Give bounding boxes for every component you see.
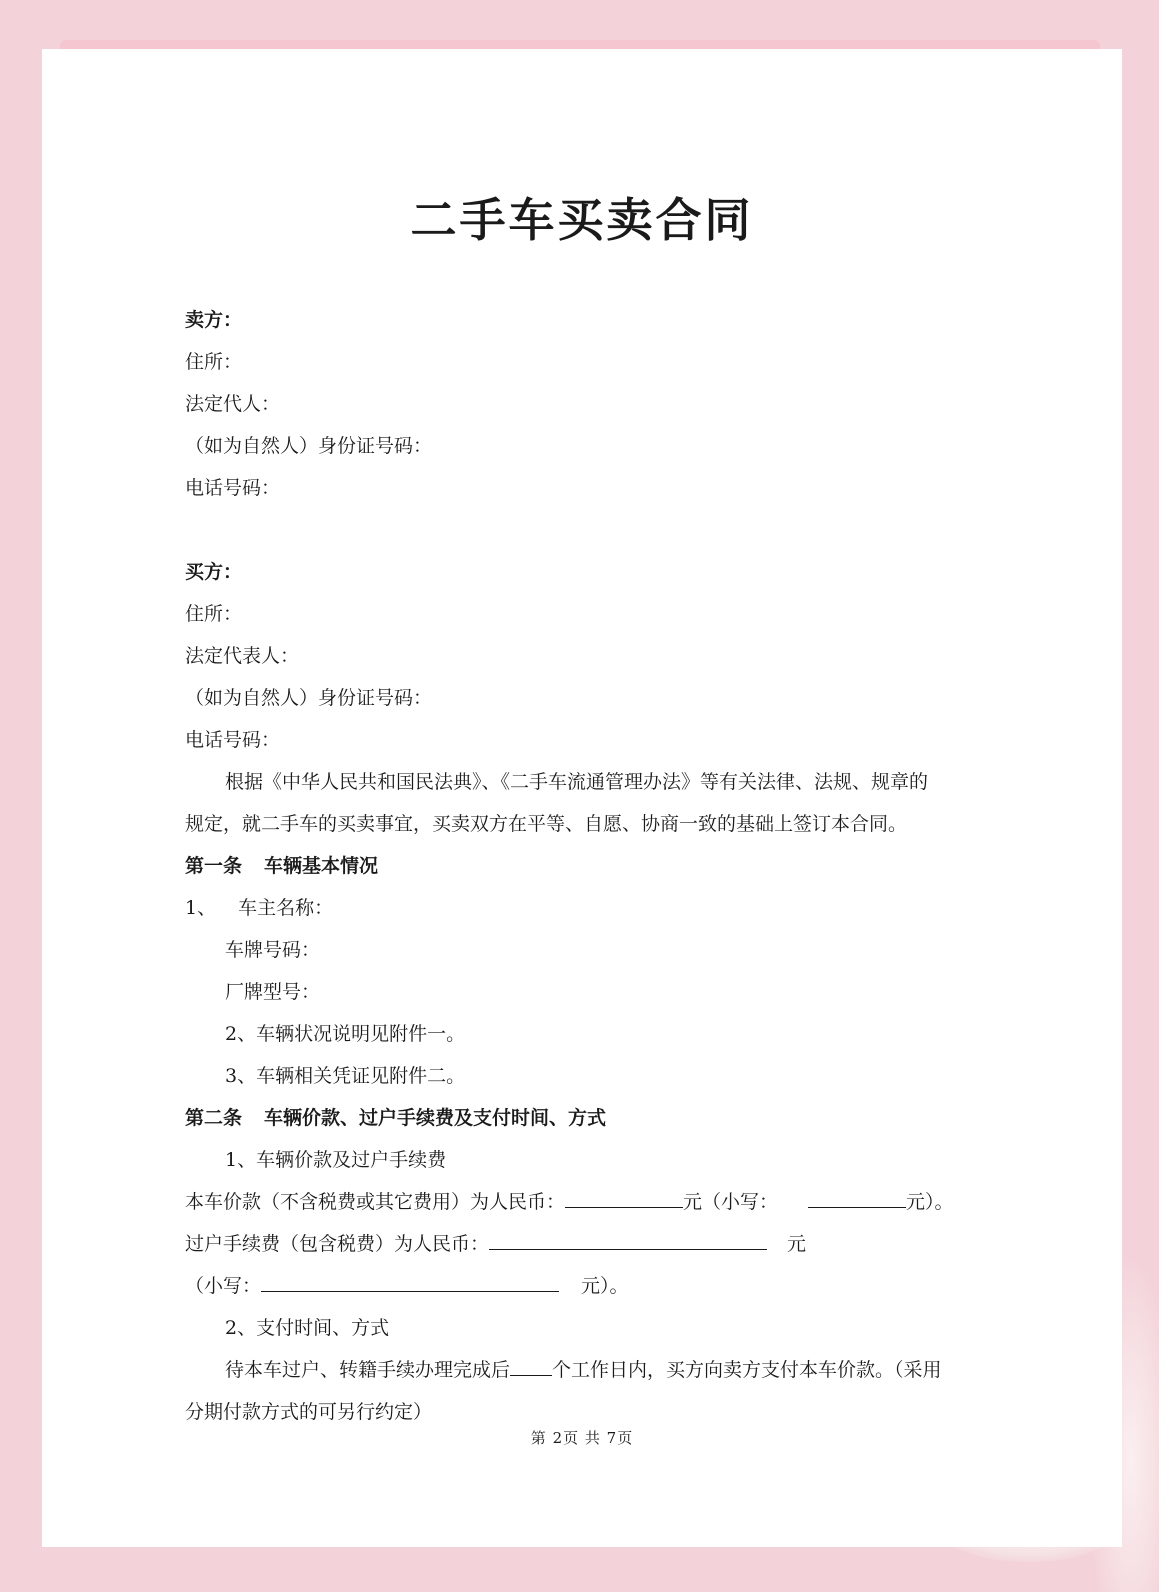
vehicle-price-blank[interactable]	[565, 1181, 683, 1208]
buyer-legal-rep: 法定代表人：	[185, 645, 300, 667]
vehicle-price-yuan: 元（小写：	[683, 1191, 779, 1213]
article-1-item-2: 2、车辆状况说明见附件一。	[225, 1023, 466, 1045]
vehicle-price-line	[185, 1181, 985, 1223]
transfer-fee-small-suffix: 元）。	[581, 1275, 629, 1297]
article-1-title: 车辆基本情况	[264, 855, 379, 877]
transfer-fee-small-label: （小写：	[185, 1275, 262, 1297]
preamble-line-1: 根据《中华人民共和国民法典》、《二手车流通管理办法》等有关法律、法规、规章的	[225, 771, 929, 793]
vehicle-price-suffix: 元）。	[906, 1191, 954, 1213]
transfer-fee-yuan: 元	[787, 1233, 807, 1255]
payment-line-1	[185, 1349, 985, 1391]
spacer	[185, 509, 985, 551]
buyer-phone: 电话号码：	[185, 729, 281, 751]
vehicle-price-small-blank[interactable]	[808, 1181, 906, 1208]
payment-line-1-start: 待本车过户、转籍手续办理完成后	[225, 1359, 511, 1381]
article-1-item-1	[185, 887, 985, 929]
article-2-heading	[185, 1097, 985, 1139]
seller-phone: 电话号码：	[185, 477, 281, 499]
vehicle-model-label: 厂牌型号：	[225, 981, 321, 1003]
article-1-heading	[185, 845, 985, 887]
plate-number-label: 车牌号码：	[225, 939, 321, 961]
payment-line-2: 分期付款方式的可另行约定）	[185, 1401, 433, 1423]
seller-heading: 卖方：	[185, 309, 243, 331]
payment-line-1-end: 个工作日内，买方向卖方支付本车价款。（采用	[552, 1359, 942, 1381]
working-days-blank[interactable]	[510, 1349, 552, 1376]
article-2-title: 车辆价款、过户手续费及支付时间、方式	[264, 1107, 607, 1129]
buyer-heading: 买方：	[185, 561, 243, 583]
buyer-id-number: （如为自然人）身份证号码：	[185, 687, 433, 709]
preamble-line-2: 规定，就二手车的买卖事宜，买卖双方在平等、自愿、协商一致的基础上签订本合同。	[185, 813, 908, 835]
document-page	[42, 49, 1122, 1547]
transfer-fee-label: 过户手续费（包含税费）为人民币：	[185, 1233, 490, 1255]
article-1-item-1-number: 1、	[185, 897, 217, 919]
seller-id-number: （如为自然人）身份证号码：	[185, 435, 433, 457]
document-title: 二手车买卖合同	[410, 193, 754, 247]
article-2-sub-1: 1、车辆价款及过户手续费	[225, 1149, 447, 1171]
transfer-fee-small-line	[185, 1265, 985, 1307]
seller-address: 住所：	[185, 351, 243, 373]
document-body	[185, 299, 985, 1433]
article-1-item-3: 3、车辆相关凭证见附件二。	[225, 1065, 466, 1087]
article-2-sub-2: 2、支付时间、方式	[225, 1317, 390, 1339]
transfer-fee-blank[interactable]	[489, 1223, 767, 1250]
transfer-fee-line	[185, 1223, 985, 1265]
article-1-number: 第一条	[185, 855, 243, 877]
seller-legal-rep: 法定代人：	[185, 393, 281, 415]
transfer-fee-small-blank[interactable]	[261, 1265, 559, 1292]
owner-name-label: 车主名称：	[238, 897, 334, 919]
buyer-address: 住所：	[185, 603, 243, 625]
article-2-number: 第二条	[185, 1107, 243, 1129]
page-footer: 第 2页 共 7页	[530, 1429, 634, 1447]
vehicle-price-label: 本车价款（不含税费或其它费用）为人民币：	[185, 1191, 566, 1213]
